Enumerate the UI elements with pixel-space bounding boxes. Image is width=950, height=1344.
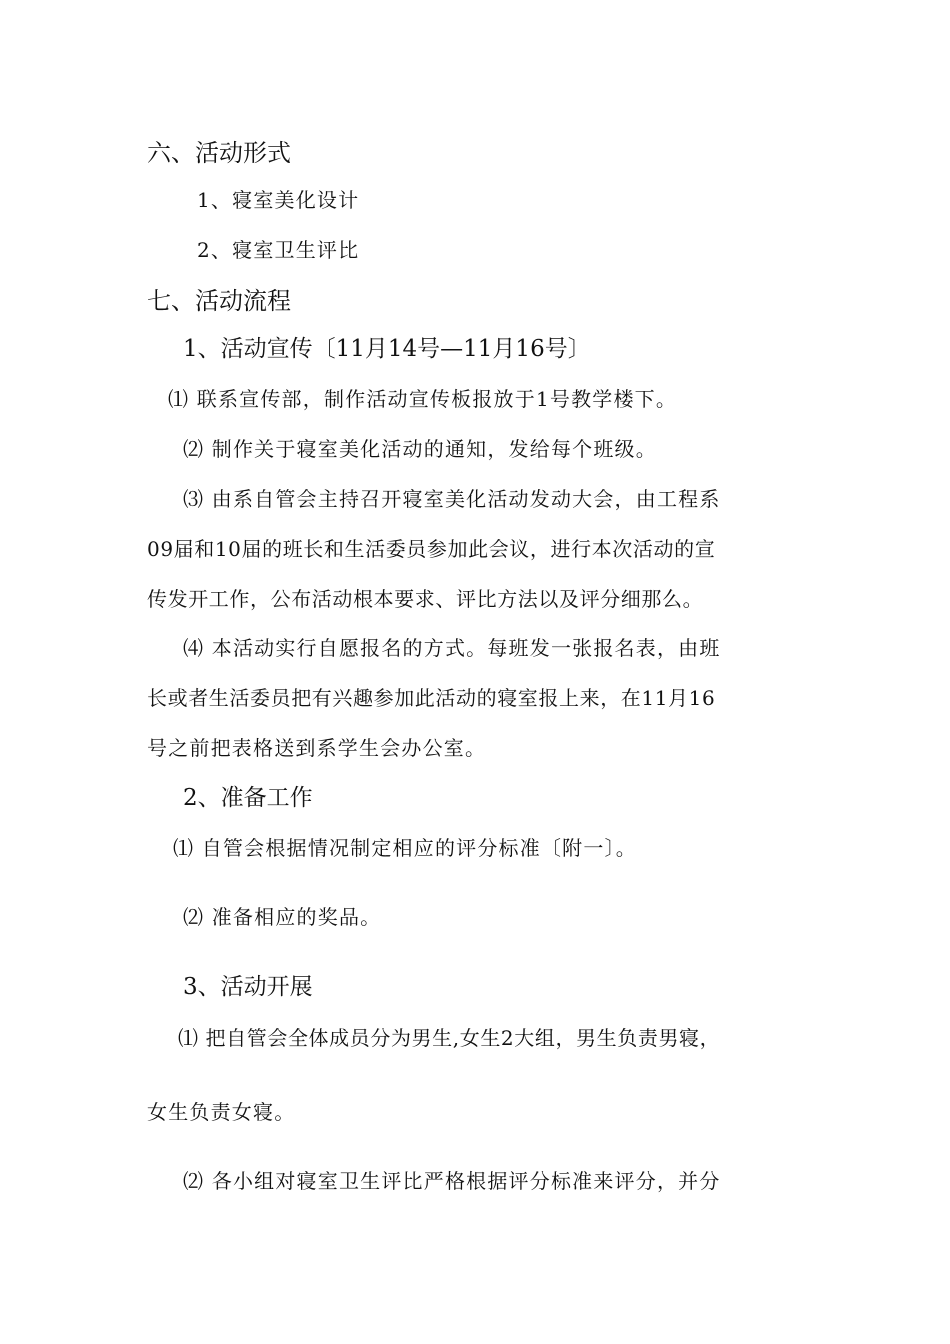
paragraph-line: ⑵ 制作关于寝室美化活动的通知，发给每个班级。 xyxy=(183,437,657,461)
step-title-publicity: 1、活动宣传〔11月14号—11月16号〕 xyxy=(183,336,591,362)
paragraph-line: ⑴ 自管会根据情况制定相应的评分标准〔附一〕。 xyxy=(173,836,637,860)
paragraph-line: ⑴ 把自管会全体成员分为男生,女生2大组，男生负责男寝， xyxy=(178,1026,721,1050)
paragraph-line: 号之前把表格送到系学生会办公室。 xyxy=(147,736,487,760)
paragraph-line: ⑵ 各小组对寝室卫生评比严格根据评分标准来评分，并分 xyxy=(183,1169,721,1193)
list-item: 1、寝室美化设计 xyxy=(197,188,360,212)
section-heading-activity-form: 六、活动形式 xyxy=(147,139,291,167)
paragraph-line: 女生负责女寝。 xyxy=(147,1100,296,1124)
section-heading-activity-process: 七、活动流程 xyxy=(147,287,291,315)
paragraph-line: ⑴ 联系宣传部，制作活动宣传板报放于1号教学楼下。 xyxy=(168,387,678,411)
paragraph-line: 09届和10届的班长和生活委员参加此会议，进行本次活动的宣 xyxy=(147,537,716,561)
paragraph-line: 传发开工作，公布活动根本要求、评比方法以及评分细那么。 xyxy=(147,587,704,611)
list-item: 2、寝室卫生评比 xyxy=(197,238,360,262)
paragraph-line: 长或者生活委员把有兴趣参加此活动的寝室报上来，在11月16 xyxy=(147,686,716,710)
paragraph-line: ⑵ 准备相应的奖品。 xyxy=(183,905,382,929)
paragraph-line: ⑶ 由系自管会主持召开寝室美化活动发动大会，由工程系 xyxy=(183,487,721,511)
step-title-preparation: 2、准备工作 xyxy=(183,785,313,811)
step-title-execution: 3、活动开展 xyxy=(183,974,313,1000)
paragraph-line: ⑷ 本活动实行自愿报名的方式。每班发一张报名表，由班 xyxy=(183,636,721,660)
